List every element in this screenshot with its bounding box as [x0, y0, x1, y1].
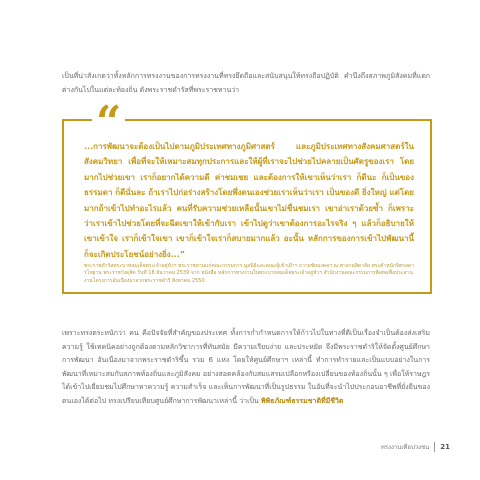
highlight-phrase: พิพิธภัณฑ์ธรรมชาติที่มีชีวิต — [260, 396, 344, 405]
page-footer — [381, 441, 450, 453]
quote-source: พระราชดำรัสพระบาทสมเด็จพระเจ้าอยู่หัวฯ พระราชทานแก่คณะกรรมการ มูลนิธิและคณะผู้เข้าเฝ้าฯ ถวายชัยมงคลฯ ณ ศาลาดุสิดาลัย พระตำหนักจิตรลดารโหฐาน พระราชวังดุสิต วันที่ 18 ธันวาคม 2539 จาก หนังสือ หลักการทรงงานในพระบาทสมเด็จพระเจ้าอยู่หัวฯ สำนักงานคณะกรรมการพิเศษเพื่อประสานงานโครงการอันเนื่องมาจากพระราชดำริ สิงหาคม 2550 — [84, 263, 414, 284]
body-text: เพราะทรงตระหนักว่า คน คือปัจจัยที่สำคัญของประเทศ ทั้งการก่ำกำหนดการให้ก้าวไปในทางที่ดีเป็นเรื่องจำเป็นต้องส่งเสริมความรู้ ใช้เทคนิคอย่างถูกต้องตามหลักวิชาการที่ทันสมัย มีความเรียบง่าย และประหยัด จึงมีพระราชดำริให้จัดตั้งศูนย์ศึกษาการพัฒนา อันเนื่องมาจากพระราชดำริขึ้น รวม 6 แห่ง โดยให้ศูนย์ศึกษาฯ เหล่านี้ ทำการทำรายและเป็นแบบอย่างในการพัฒนาที่เหมาะสมกับสภาพท้องถิ่นและภูมิสังคม อย่างสอดคล้องกับสมแสรมเปลือกหรืองเปลี่ยนของท้องถิ่นนั้น ๆ เพื่อให้ราษฎรได้เข้าไปเยี่ยมชมไปศึกษาหาความรู้ ความสำเร็จ และเห็นการพัฒนาที่เป็นรูปธรรม ในอันที่จะนำไปประกอบอาชีพที่ยั่งยืนของตนเองได้ต่อไป ทรงเปรียบเทียบศูนย์ศึกษาการพัฒนาเหล่านี้ ว่าเป็น — [62, 329, 430, 405]
quote-text: ...การพัฒนาจะต้องเป็นไปตามภูมิประเทศทางภูมิศาสตร์ และภูมิประเทศทางสังคมศาสตร์ในสังคมวิทยา เพื่อที่จะให้เหมาะสมทุกประการและให้ผู้ที่เราจะไปช่วยไปคลายเป็นศัตรูของเรา โดยมากไปช่วยเขา เราก็อยากได้ความดี ค่าชมเชย และต้องการให้เขาเห็นว่าเรา ก็ดีนะ ก็เป็นของธรรมดา ก็ดีนั่นละ ถ้าเราไปก่อร่างสร้างโดยพึ่งตนเองช่วยเราเห็นว่าเรา เป็นของดี ยิ่งใหญ่ แต่โดยมากถ้าเข้าไปทำอะไรแล้ว คนที่รับความช่วยเหลือนั้นเขาไม่ชื่นชมเรา เขาอ่าเราด้วยซ้ำ ก็เพราะว่าเราเข้าไปช่วยโดยที่จะฉีดเขาให้เข้ากับเรา เข้าไปดูว่าเขาต้องการอะไรจริง ๆ แล้วก็อธิบายให้เขาเข้าใจ เราก็เข้าใจเขา เขาก็เข้าใจเราก็สบายมากแล้ว อะนั้น หลักการของการเข้าไปพัฒนานี้ก็จะเกิดประโยชน์อย่างยิ่ง...” — [84, 142, 414, 259]
footer-divider — [434, 442, 435, 452]
footer-label: ทรงงานเพื่อปวงชน — [380, 444, 430, 451]
intro-paragraph: เป็นที่น่าสังเกตว่าทั้งหลักการทรงงานของการทรงงานที่ทรงยึดถือและสนับสนุนให้ทรงถือปฏิบัติ คำนึงถึงสภาพภูมิสังคมที่แตกต่างกันไปในแต่ละท้องถิ่น ดังพระราชดำรัสที่พระราชทานว่า — [62, 72, 430, 94]
page-number: 21 — [440, 443, 450, 451]
quote-box — [62, 97, 432, 294]
body-paragraph — [62, 327, 430, 409]
quotation-mark-icon: “ — [92, 103, 125, 143]
